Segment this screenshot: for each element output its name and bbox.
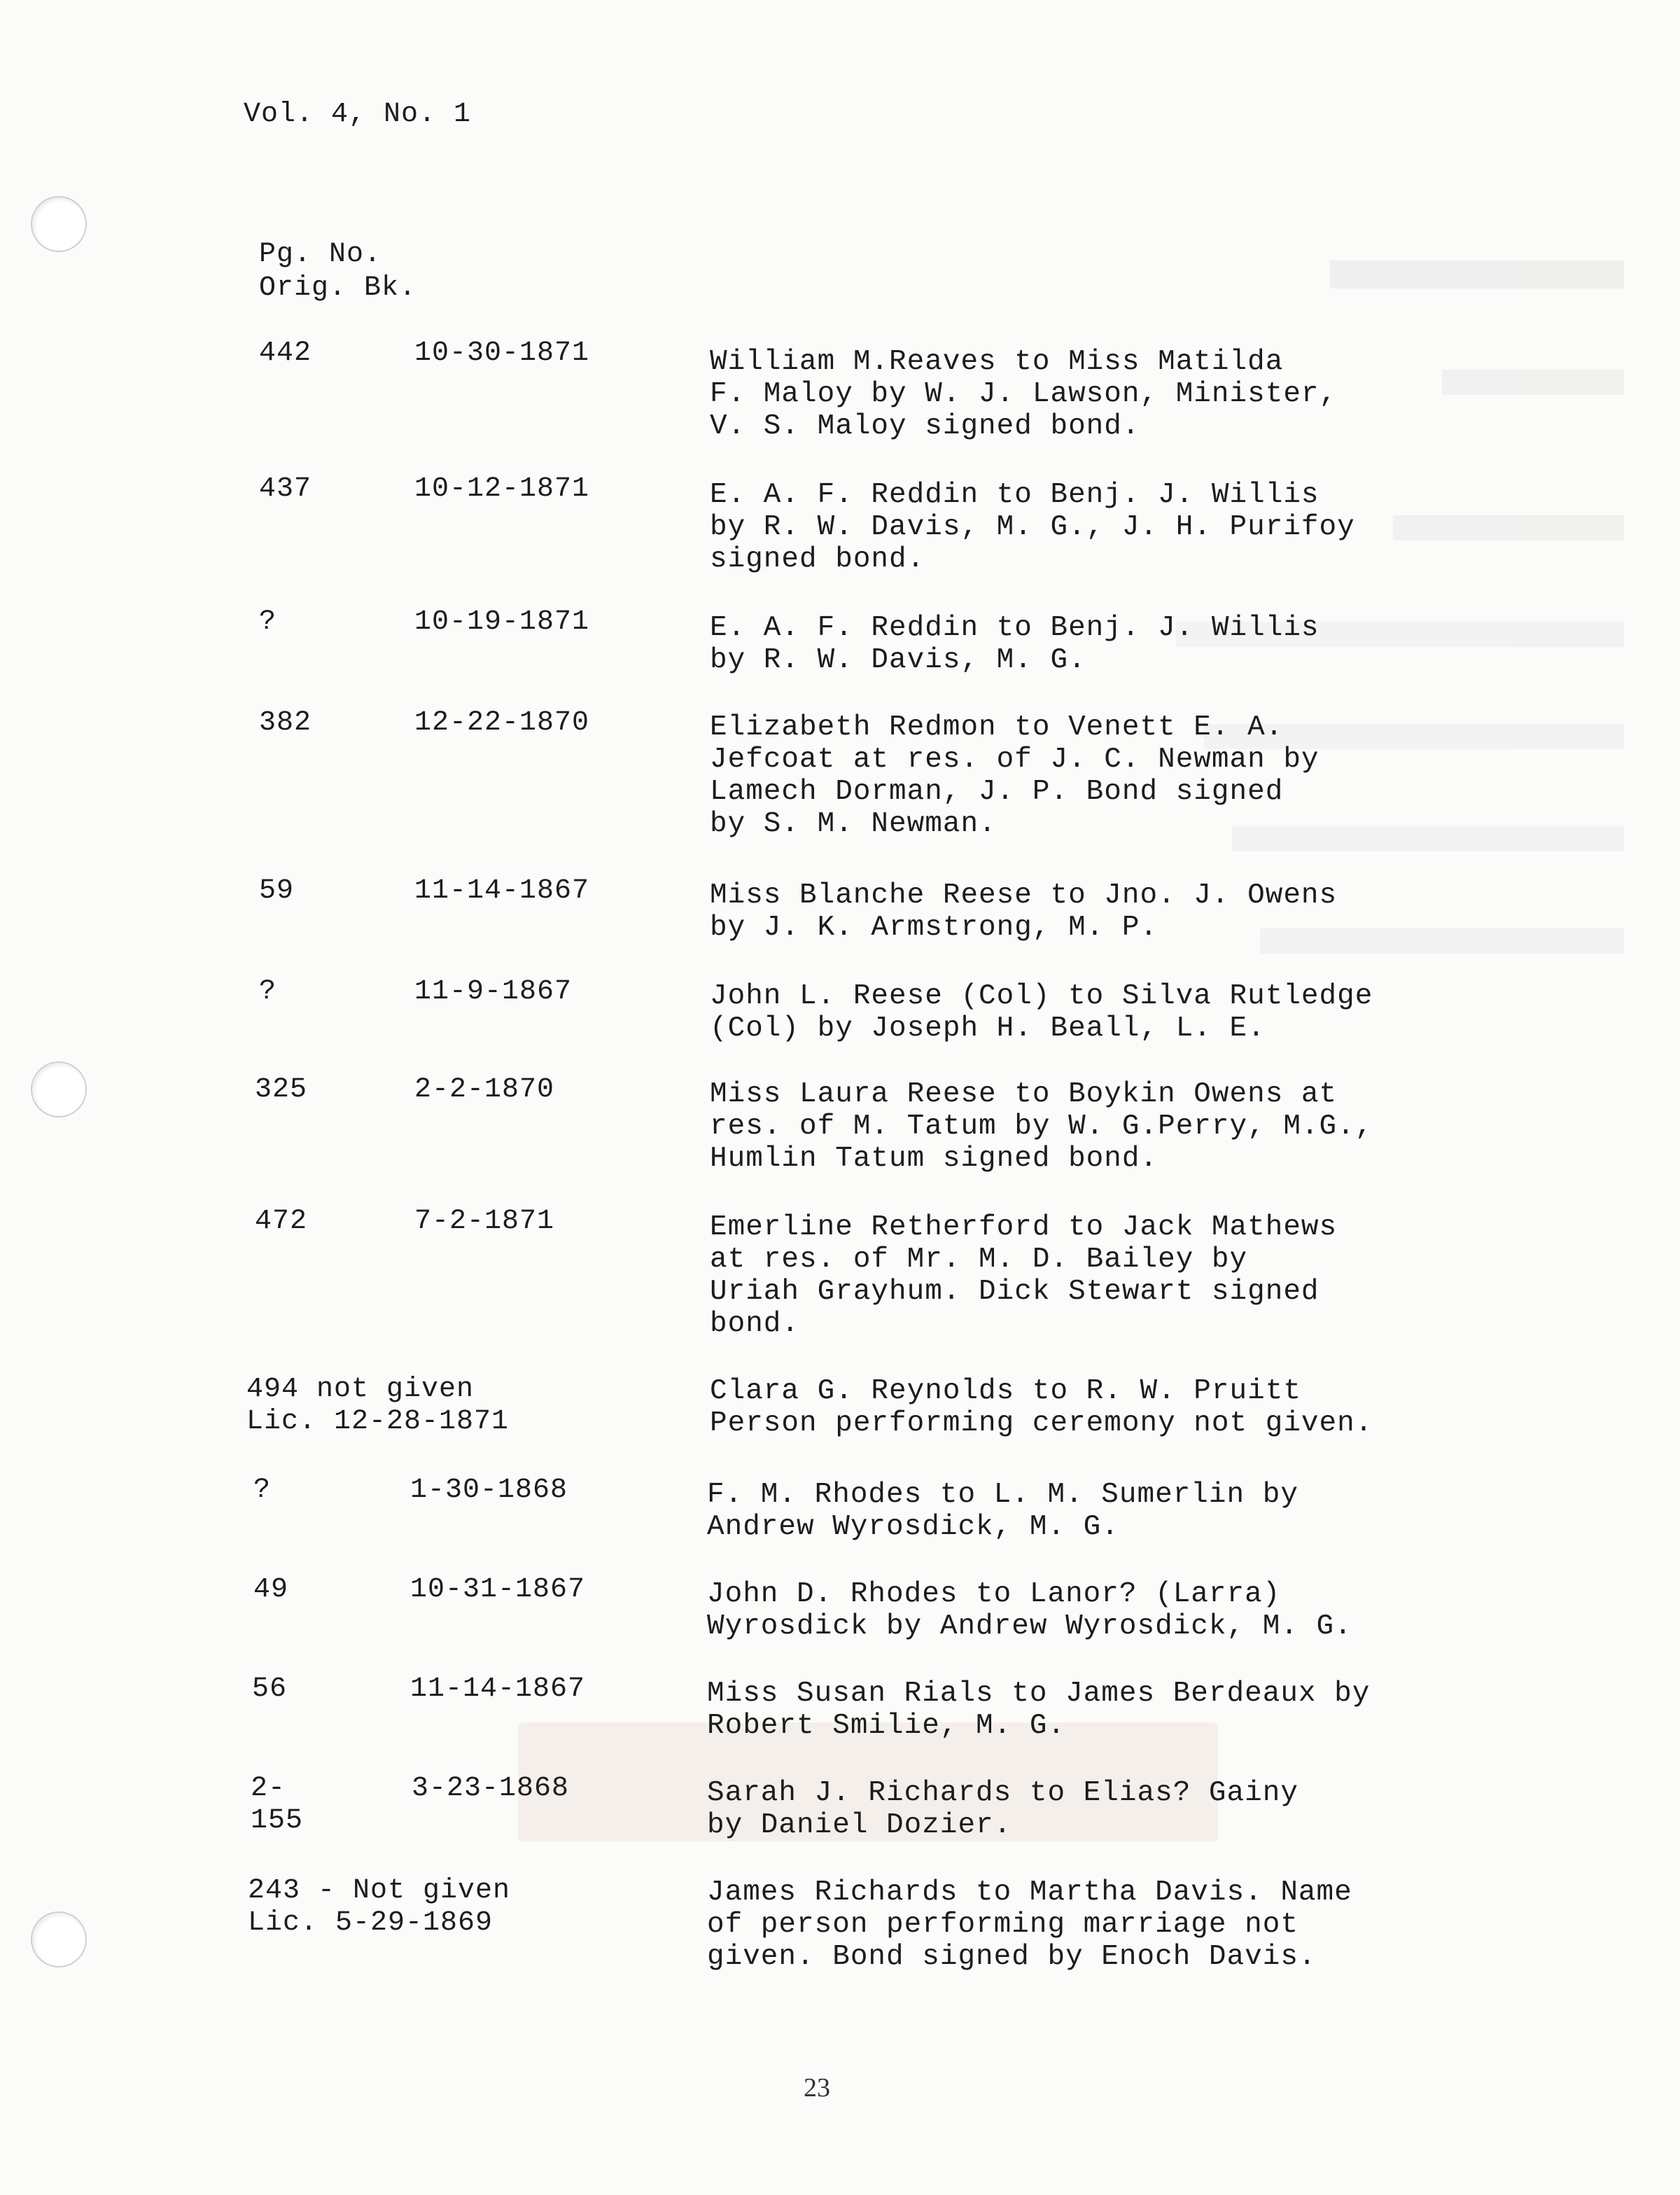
entry-description: John D. Rhodes to Lanor? (Larra) Wyrosdick by Andrew Wyrosdick, M. G. <box>707 1578 1352 1643</box>
entry-date: 2-2-1870 <box>414 1074 555 1106</box>
entry-page-number: 59 <box>259 875 295 907</box>
entry-description: Miss Susan Rials to James Berdeaux by Robert Smilie, M. G. <box>707 1678 1371 1742</box>
entry-description: Clara G. Reynolds to R. W. Pruitt Person performing ceremony not given. <box>710 1375 1373 1440</box>
entry-description: John L. Reese (Col) to Silva Rutledge (Col) by Joseph H. Beall, L. E. <box>710 980 1373 1045</box>
entry-description: Miss Laura Reese to Boykin Owens at res. of M. Tatum by W. G.Perry, M.G., Humlin Tatum signed bond. <box>710 1078 1373 1175</box>
entry-description: E. A. F. Reddin to Benj. J. Willis by R. W. Davis, M. G. <box>710 612 1320 676</box>
page-number: 23 <box>804 2073 830 2103</box>
entry-page-number: 325 <box>255 1074 308 1106</box>
entry-description: E. A. F. Reddin to Benj. J. Willis by R. W. Davis, M. G., J. H. Purifoy signed bond. <box>710 479 1355 576</box>
entry-page-number: 472 <box>255 1206 308 1237</box>
entry-date: 10-30-1871 <box>414 337 590 369</box>
entry-page-number: 243 - Not given Lic. 5-29-1869 <box>248 1875 511 1939</box>
entry-page-number: 56 <box>252 1673 288 1705</box>
volume-label: Vol. 4, No. 1 <box>244 99 472 130</box>
column-heading-line1: Pg. No. <box>259 239 382 270</box>
entry-description: F. M. Rhodes to L. M. Sumerlin by Andrew Wyrosdick, M. G. <box>707 1479 1298 1543</box>
entry-description: Emerline Retherford to Jack Mathews at res. of Mr. M. D. Bailey by Uriah Grayhum. Dick Stewart signed bond. <box>710 1211 1338 1340</box>
entry-page-number: ? <box>259 976 277 1008</box>
entry-page-number: 442 <box>259 337 312 369</box>
entry-date: 11-9-1867 <box>414 976 573 1008</box>
entry-date: 10-19-1871 <box>414 606 590 638</box>
entry-page-number: 437 <box>259 473 312 505</box>
entry-date: 7-2-1871 <box>414 1206 555 1237</box>
entry-date: 12-22-1870 <box>414 707 590 739</box>
entry-description: William M.Reaves to Miss Matilda F. Maloy by W. J. Lawson, Minister, V. S. Maloy signed bond. <box>710 346 1338 443</box>
entry-date: 11-14-1867 <box>414 875 590 907</box>
column-heading-line2: Orig. Bk. <box>259 272 417 304</box>
entry-date: 11-14-1867 <box>410 1673 586 1705</box>
entry-page-number: ? <box>259 606 277 638</box>
binder-hole-top <box>31 196 87 252</box>
binder-hole-middle <box>31 1061 87 1117</box>
column-heading <box>259 238 416 305</box>
entry-description: Miss Blanche Reese to Jno. J. Owens by J. K. Armstrong, M. P. <box>710 879 1338 944</box>
entry-date: 10-12-1871 <box>414 473 590 505</box>
binder-hole-bottom <box>31 1911 87 1967</box>
entry-page-number: ? <box>253 1475 272 1506</box>
entry-page-number: 2- 155 <box>251 1773 304 1837</box>
entry-description: James Richards to Martha Davis. Name of person performing marriage not given. Bond signed by Enoch Davis. <box>707 1876 1352 1973</box>
entry-page-number: 382 <box>259 707 312 739</box>
entry-date: 1-30-1868 <box>410 1475 568 1506</box>
entry-description: Sarah J. Richards to Elias? Gainy by Daniel Dozier. <box>707 1777 1298 1841</box>
entry-description: Elizabeth Redmon to Venett E. A. Jefcoat at res. of J. C. Newman by Lamech Dorman, J. P. Bond signed by S. M. Newman. <box>710 711 1320 840</box>
entry-page-number: 494 not given Lic. 12-28-1871 <box>246 1374 510 1437</box>
entry-page-number: 49 <box>253 1574 289 1605</box>
entry-date: 10-31-1867 <box>410 1574 586 1605</box>
entry-date: 3-23-1868 <box>412 1773 570 1804</box>
